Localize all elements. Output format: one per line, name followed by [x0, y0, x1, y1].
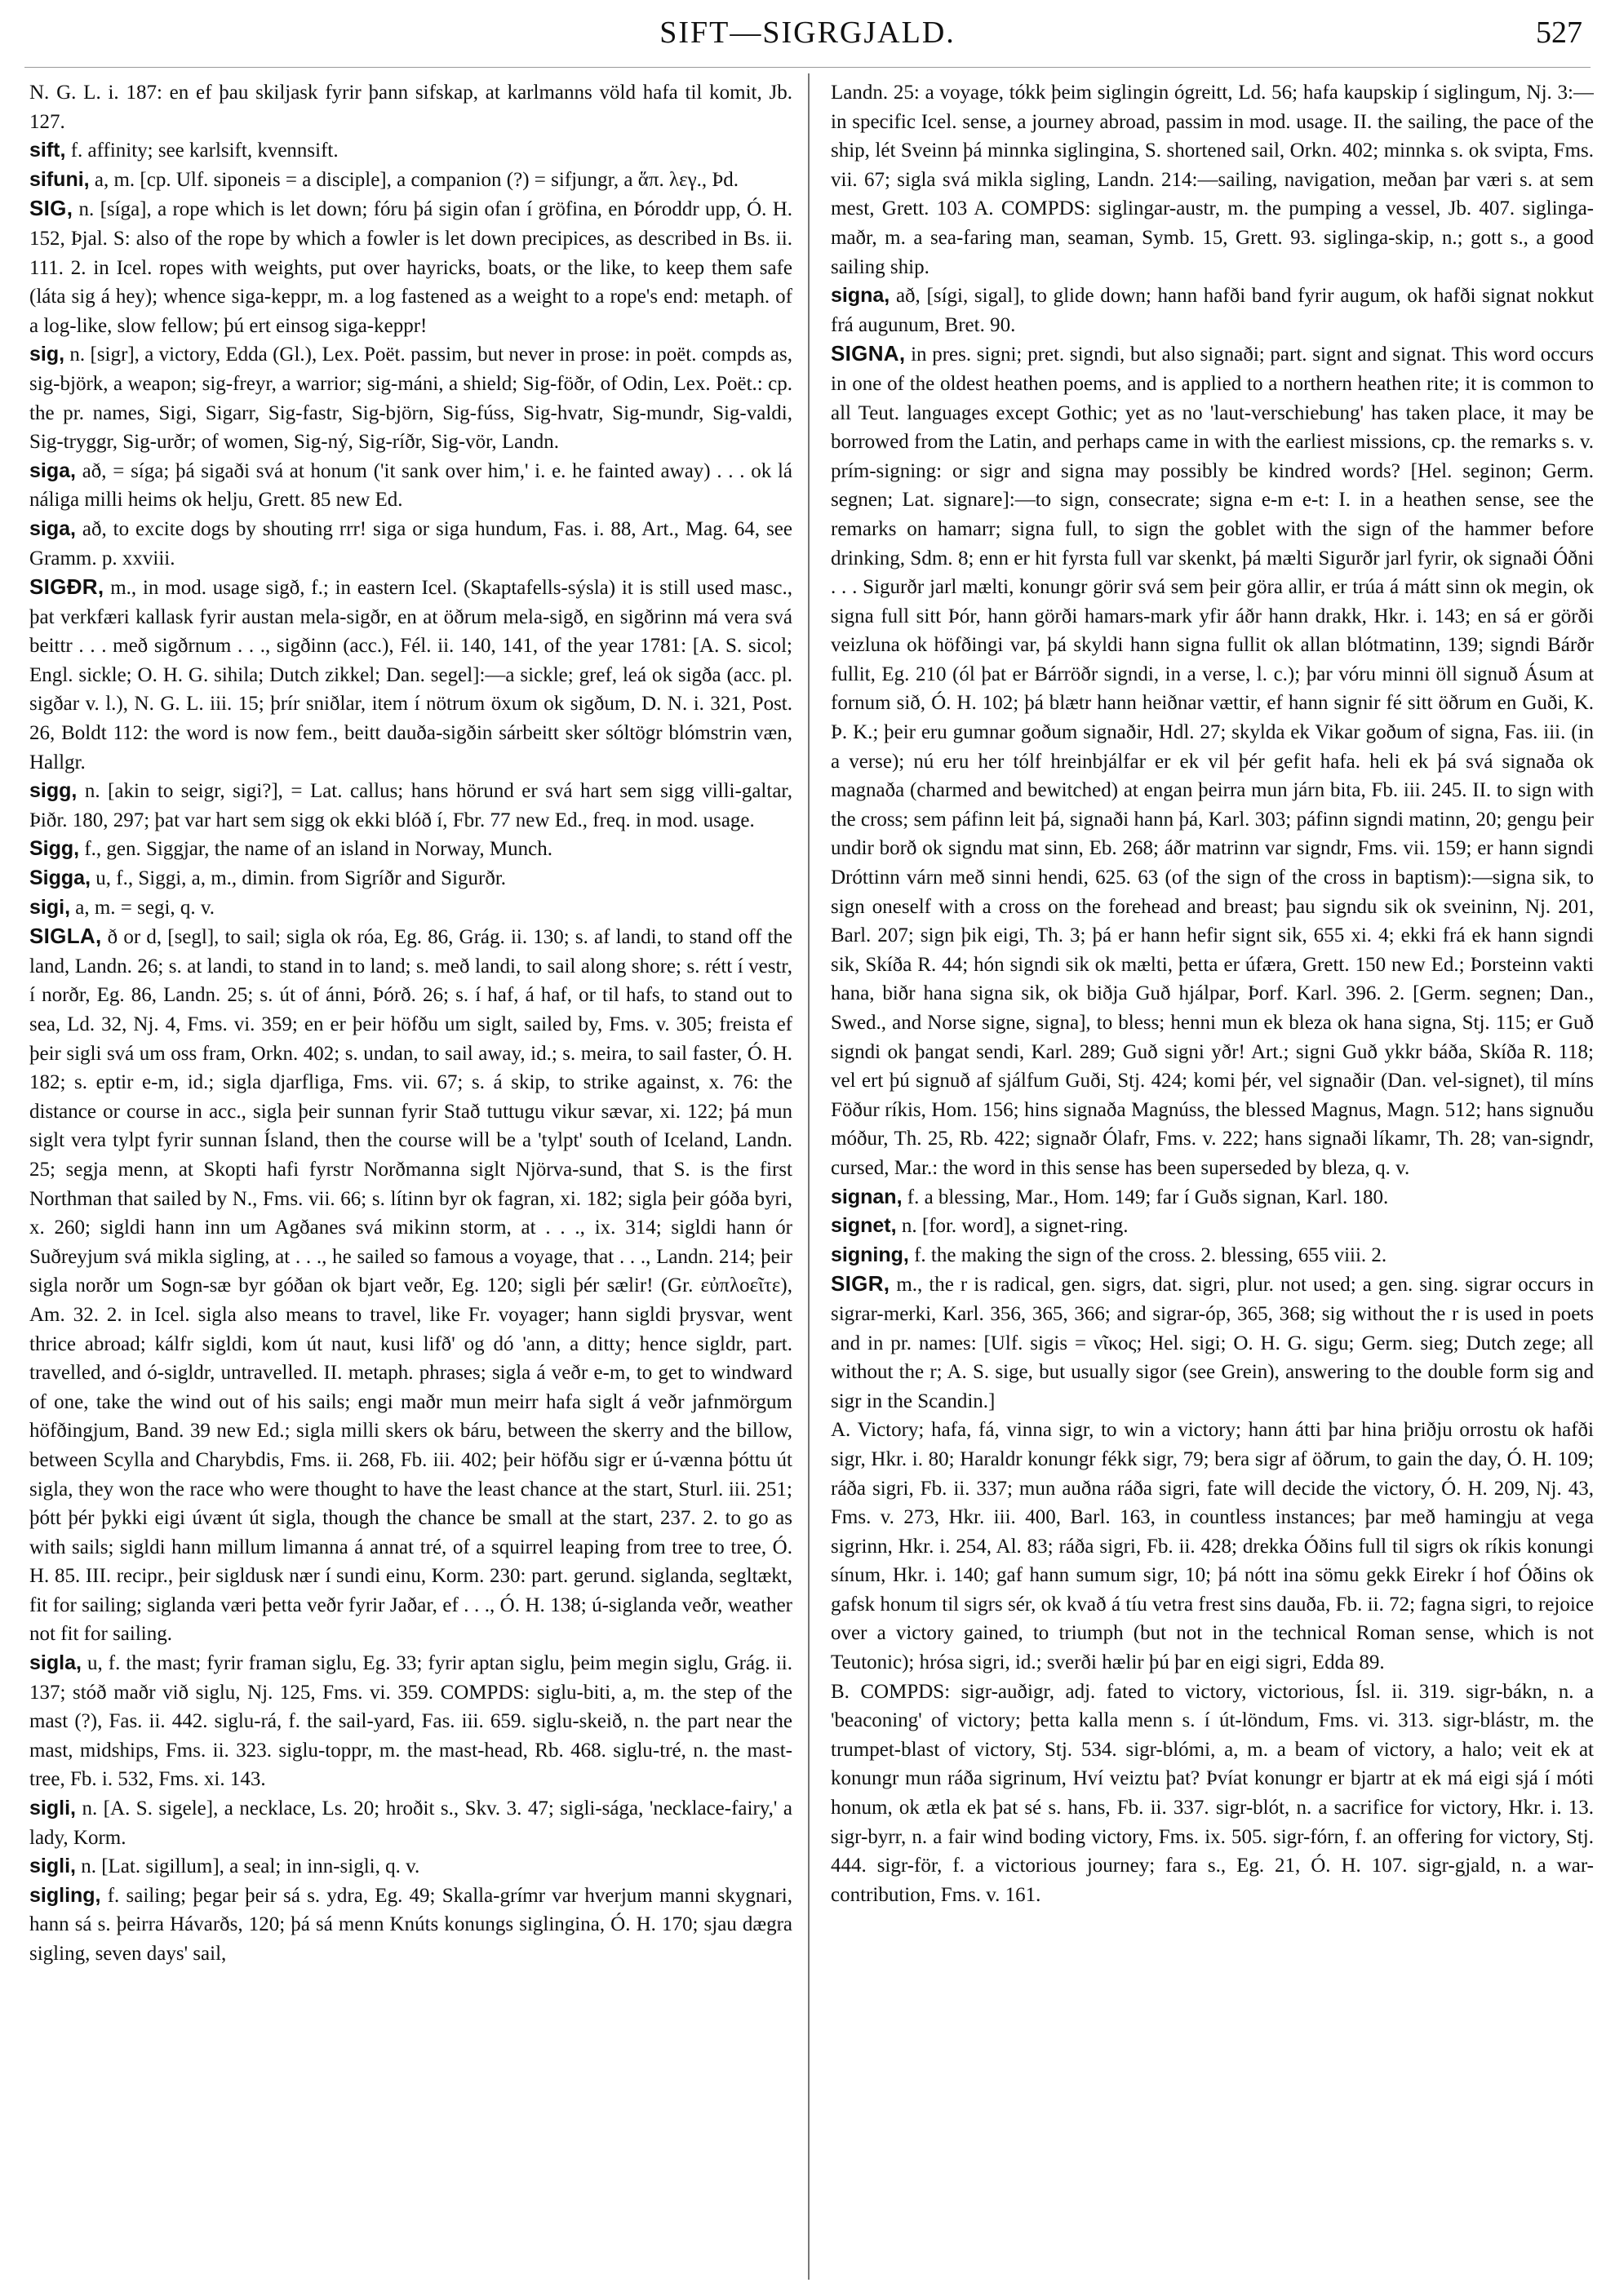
- dictionary-entry: [29, 1794, 792, 1852]
- entry-body: n. [sigr], a victory, Edda (Gl.), Lex. Poët. passim, but never in prose: in poët. compds as, sig-björk, a weapon; sig-freyr, a warrior; sig-máni, a shield; Sig-föðr, of Odin, Lex. Poët.: cp. the pr. names, Sigi, Sigarr, Sig-fastr, Sig-björn, Sig-fúss, Sig-hvatr, Sig-mundr, Sig-valdi, Sig-tryggr, Sig-urðr; of women, Sig-ný, Sig-ríðr, Sig-vör, Landn.: [29, 344, 792, 454]
- entry-headword: siga,: [29, 459, 76, 482]
- dictionary-entry: [831, 1678, 1594, 1910]
- entry-headword: sigi,: [29, 895, 71, 919]
- entry-body: a, m. [cp. Ulf. siponeis = a disciple], a companion (?) = sifjungr, a ἅπ. λεγ., Þd.: [89, 168, 739, 191]
- entry-headword: Sigg,: [29, 837, 80, 861]
- entry-body: f. affinity; see karlsift, kvennsift.: [65, 140, 339, 162]
- entry-body: n. [Lat. sigillum], a seal; in inn-sigli, q. v.: [75, 1855, 420, 1878]
- entry-headword: sifuni,: [29, 167, 90, 191]
- entry-headword: sigg,: [29, 779, 78, 803]
- column-divider: [808, 73, 810, 2280]
- dictionary-entry: [29, 194, 792, 340]
- dictionary-entry: [831, 1270, 1594, 1416]
- entry-body: n. [for. word], a signet-ring.: [896, 1215, 1129, 1238]
- dictionary-entry: [29, 166, 792, 195]
- entry-body: n. [akin to seigr, sigi?], = Lat. callus; hans hörund er svá hart sem sigg villi-galtar, Þiðr. 180, 297; þat var hart sem sigg ok ekki blóð í, Fbr. 77 new Ed., freq. in mod. usage.: [29, 780, 792, 831]
- entry-headword: sig,: [29, 343, 65, 366]
- entry-body: m., in mod. usage sigð, f.; in eastern Icel. (Skaptafells-sýsla) it is still used masc., þat verkfæri kallask fyrir austan mela-sigðr, en at öðrum mela-sigð, en sigðrinn má vera svá beittr . . . með sigðrnum . . ., sigðinn (acc.), Fél. ii. 140, 141, of the year 1781: [A. S. sicol; Engl. sickle; O. H. G. sihila; Dutch zikkel; Dan. segel]:—a sickle; gref, leá ok sigða (acc. pl. sigðar v. l.), N. G. L. iii. 15; þrír sniðlar, item í nötrum öxum ok sigðum, D. N. i. 321, Post. 26, Boldt 112: the word is now fem., beitt dauða-sigðin sárbeitt sker sóltögr blómstrin væn, Hallgr.: [29, 577, 792, 773]
- entry-body: að, [sígi, sigal], to glide down; hann hafði band fyrir augum, ok hafði signat nokkut frá augunum, Bret. 90.: [831, 285, 1594, 336]
- dictionary-entry: [29, 1882, 792, 1969]
- entry-body: Landn. 25: a voyage, tókk þeim siglingin ógreitt, Ld. 56; hafa kaupskip í siglingum, Nj. 3:—in specific Icel. sense, a journey abroad, passim in mod. usage. II. the sailing, the pace of the ship, lét Sveinn þá minnka siglingina, S. shortened sail, Orkn. 402; minnka s. ok svipta, Fms. vii. 67; sigla svá mikla sigling, Landn. 214:—sailing, navigation, meðan þar væri s. at sem mest, Grett. 103 A. COMPDS: siglingar-austr, m. the pumping a vessel, Jb. 407. siglinga-maðr, m. a sea-faring man, seaman, Symb. 15, Grett. 93. siglinga-skip, n.; gott s., a good sailing ship.: [831, 82, 1594, 278]
- entry-headword: sift,: [29, 139, 66, 162]
- dictionary-entry: [29, 922, 792, 1649]
- dictionary-entry: [831, 1212, 1594, 1241]
- entry-headword: siga,: [29, 516, 76, 540]
- dictionary-entry: [29, 136, 792, 166]
- entry-headword: signa,: [831, 284, 890, 308]
- dictionary-entry: [29, 457, 792, 515]
- header-rule: [24, 67, 1591, 68]
- entry-body: n. [A. S. sigele], a necklace, Ls. 20; hroðit s., Skv. 3. 47; sigli-sága, 'necklace-fairy,' a lady, Korm.: [29, 1797, 792, 1849]
- dictionary-entry: [29, 893, 792, 923]
- dictionary-entry: [831, 1183, 1594, 1212]
- dictionary-entry: [29, 864, 792, 893]
- entry-headword: SIGÐR,: [29, 574, 104, 600]
- dictionary-entry: [831, 1241, 1594, 1270]
- entry-body: f. a blessing, Mar., Hom. 149; far í Guðs signan, Karl. 180.: [902, 1186, 1389, 1208]
- page-number: 527: [1536, 16, 1582, 50]
- dictionary-entry: [29, 78, 792, 136]
- dictionary-entry: [831, 78, 1594, 281]
- dictionary-entry: [29, 835, 792, 864]
- dictionary-entry: [29, 573, 792, 777]
- entry-body: A. Victory; hafa, fá, vinna sigr, to win a victory; hann átti þar hina þriðju orrostu ok hafði sigr, Hkr. i. 80; Haraldr konungr fékk sigr, 79; bera sigr af öðrum, to gain the day, Ó. H. 109; ráða sigri, Fb. ii. 337; mun auðna ráða sigri, fate will decide the victory, Ó. H. 209, Nj. 43, Fms. v. 273, Hkr. iii. 400, Barl. 163, in countless instances; þar með hamingju at vega sigrinn, Hkr. i. 254, Al. 83; ráða sigri, Fb. ii. 428; drekka Óðins full til sigrs ok ríkis konungi sínum, Hkr. i. 140; gaf hann sumum sigr, 10; þá nótt ina sömu gekk Eirekr í hof Óðins ok gafsk honum til sigrs sér, ok kvað á tíu vetra frest sins dauða, Fb. ii. 72; fagna sigri, to rejoice over a victory gained, to triumph (but not in the technical Roman sense, which is not Teutonic); hrósa sigri, id.; sverði hælir þú þar en eigi sigri, Edda 89.: [831, 1419, 1594, 1674]
- entry-body: u, f. the mast; fyrir framan siglu, Eg. 33; fyrir aptan siglu, þeim megin siglu, Grág. ii. 137; stóð maðr við siglu, Nj. 125, Fms. vi. 359. COMPDS: siglu-biti, a, m. the step of the mast (?), Fas. ii. 442. siglu-rá, f. the sail-yard, Fas. iii. 659. siglu-skeið, n. the part near the mast, midships, Fms. ii. 323. siglu-toppr, m. the mast-head, Rb. 468. siglu-tré, n. the mast-tree, Fb. i. 532, Fms. xi. 143.: [29, 1652, 792, 1791]
- dictionary-entry: [29, 777, 792, 835]
- entry-body: f. sailing; þegar þeir sá s. ydra, Eg. 49; Skalla-grímr var hverjum manni skygnari, hann sá s. þeirra Hávarðs, 120; þá sá menn Knúts konungs siglingina, Ó. H. 170; sjau dægra sigling, seven days' sail,: [29, 1884, 792, 1965]
- dictionary-entry: [831, 1416, 1594, 1677]
- dictionary-entry: [831, 339, 1594, 1182]
- dictionary-entry: [29, 515, 792, 573]
- entry-body: in pres. signi; pret. signdi, but also signaði; part. signt and signat. This word occurs in one of the oldest heathen poems, and is applied to a northern heathen rite; it is common to all Teut. languages except Gothic; yet as no 'laut-verschiebung' has taken place, it may be borrowed from the Latin, and perhaps came in with the earliest missions, cp. the remarks s. v. prím-signing: or sigr and signa may possibly be kindred words? [Hel. seginon; Germ. segnen; Lat. signare]:—to sign, consecrate; signa e-m e-t: I. in a heathen sense, see the remarks on hamarr; signa full, to sign the goblet with the sign of the hammer before drinking, Sdm. 8; enn er hit fyrsta full var skenkt, þá mælti Sigurðr jarl fyrir, ok signaði Óðni . . . Sigurðr jarl mælti, konungr görir svá sem þeir göra allir, er trúa á mátt sinn ok megin, ok signa full sitt Þór, hann görði hamars-mark yfir áðr hann drakk, Hkr. i. 143; en sá er görði veizluna ok höfðingi var, þá skyldi hann signa fullit ok allan blótmatinn, 139; signdi Bárðr fullit, Eg. 210 (ól þat er Bárröðr signdi, in a verse, l. c.); þar vóru minni öll signuð Ásum at fornum sið, Ó. H. 102; þá blætr hann heiðnar vættir, ef hann signir fé sitt öðrum en Guði, K. Þ. K.; þeir eru gumnar goðum signaðir, Hdl. 27; skylda ek Vikar goðum of signa, Fas. iii. (in a verse); nú eru her tólf hreinbjálfar er ek vil þér gefit hafa. heli ek þá svá signaða ok magnaða (charmed and bewitched) at engan þeirra mun járn bita, Fb. iii. 245. II. to sign with the cross; sem páfinn leit þá, signaði hann þá, Karl. 303; páfinn signdi matinn, 20; gengu þeir undir borð ok signdu mat sinn, Eb. 268; áðr matrinn var signdr, Fms. vii. 159; er hann signdi Dróttinn várn með sinni hendi, 625. 63 (of the sign of the cross in baptism):—signa sik, to sign oneself with a cross on the forehead and breast; þau signdu sik ok sveininn, Nj. 201, Barl. 207; sign þik eigi, Th. 3; þá er hann hefir signt sik, 655 xi. 4; ekki frá ek hann signdi sik, Skíða R. 44; hón signdi sik ok mælti, þetta er úfæra, Grett. 150 new Ed.; Þorsteinn vakti hana, biðr hana signa sik, ok biðja Guð hjálpar, Þorf. Karl. 396. 2. [Germ. segnen; Dan., Swed., and Norse signe, signa], to bless; henni mun ek bleza ok hana signa, Stj. 115; er Guð signdi ok þangat sendi, Karl. 289; Guð signi yðr! Art.; signi Guð ykkr báða, Skíða R. 118; vel ert þú signuð af sjálfum Guði, Stj. 424; komi þér, vel signaðir (Dan. vel-signet), til míns Föður ríkis, Hom. 156; hins signaða Magnúss, the blessed Magnus, Magn. 512; hans signuðu móður, Th. 25, Rb. 422; signaðr Ólafr, Fms. v. 222; hans signaði líkamr, Th. 28; van-signdr, cursed, Mar.: the word in this sense has been superseded by bleza, q. v.: [831, 344, 1594, 1179]
- dictionary-entry: [29, 1649, 792, 1794]
- entry-body: m., the r is radical, gen. sigrs, dat. sigri, plur. not used; a gen. sing. sigrar occurs in sigrar-merki, Karl. 356, 365, 366; and sigrar-óp, 365, 368; sig without the r is used in poets and in pr. names: [Ulf. sigis = νῖκος; Hel. sigi; O. H. G. sigu; Germ. sieg; Dutch zege; all without the r; A. S. sige, but usually sigor (see Grein), answering to the double form sig and sigr in the Scandin.]: [831, 1274, 1594, 1412]
- left-column: [29, 78, 792, 2281]
- entry-body: a, m. = segi, q. v.: [70, 896, 215, 919]
- entry-headword: sigling,: [29, 1883, 101, 1907]
- entry-headword: signing,: [831, 1243, 909, 1266]
- entry-body: að, to excite dogs by shouting rrr! siga or siga hundum, Fas. i. 88, Art., Mag. 64, see Gramm. p. xxviii.: [29, 517, 792, 570]
- page-title: SIFT—SIGRGJALD.: [659, 16, 956, 50]
- entry-headword: Sigga,: [29, 867, 91, 890]
- entry-headword: signet,: [831, 1214, 897, 1238]
- entry-headword: signan,: [831, 1185, 903, 1208]
- entry-body: n. [síga], a rope which is let down; fóru þá sigin ofan í gröfina, en Þóroddr upp, Ó. H. 152, Þjal. S: also of the rope by which a fowler is let down precipices, as described in Bs. ii. 111. 2. in Icel. ropes with weights, put over hayricks, boats, or the like, to keep them safe (láta sig á hey); whence siga-keppr, m. a log fastened as a weight to a rope's end: metaph. of a log-like, slow fellow; þú ert einsog siga-keppr!: [29, 198, 792, 337]
- entry-body: ð or d, [segl], to sail; sigla ok róa, Eg. 86, Grág. ii. 130; s. af landi, to stand off the land, Landn. 26; s. at landi, to stand in to land; s. með landi, to sail along shore; s. rétt í vestr, í norðr, Eg. 86, Landn. 25; s. út of ánni, Þórð. 26; s. í haf, á haf, or til hafs, to stand out to sea, Ld. 32, Nj. 4, Fms. vi. 359; en er þeir höfðu um siglt, sailed by, Fms. v. 305; freista ef þeir sigli svá um oss fram, Orkn. 402; s. undan, to sail away, id.; s. meira, to sail faster, Ó. H. 182; s. eptir e-m, id.; sigla djarfliga, Fms. vii. 67; s. á skip, to strike against, x. 76: the distance or course in acc., sigla þeir sunnan fyrir Stað tuttugu vikur sævar, xi. 122; þá mun siglt vera tylpt fyrir sunnan Ísland, then the course will be a 'tylpt' south of Iceland, Landn. 25; segja menn, at Skopti hafi fyrstr Norðmanna siglt Njörva-sund, that S. is the first Northman that sailed by N., Fms. vii. 66; s. lítinn byr ok fagran, xi. 182; sigla þeir góða byri, x. 260; sigldi hann inn um Agðanes svá mikinn storm, at . . ., ix. 314; sigldi hann ór Suðreyjum svá mikla sigling, at . . ., he sailed so famous a voyage, that . . ., Landn. 214; þeir sigla norðr um Sogn-sæ byr góðan ok bjart veðr, Eg. 120; sigli þér sælir! (Gr. εὐπλοεῖτε), Am. 32. 2. in Icel. sigla also means to travel, like Fr. voyager; hann sigldi þrysvar, went thrice abroad; kálfr sigldi, kom út naut, kusi lifð' og dó 'ann, a ditty; hence sigldr, part. travelled, and ó-sigldr, untravelled. II. metaph. phrases; sigla á veðr e-m, to get to windward of one, take the wind out of his sails; engi maðr mun meirr hafa siglt á veðr jafnmörgum höfðingjum, Band. 39 new Ed.; sigla milli skers ok báru, between the skerry and the billow, between Scylla and Charybdis, Fms. ii. 268, Fb. iii. 402; þeir höfðu sigr er ú-vænna þóttu út sigla, they won the race who were thought to have the least chance at the start, Sturl. iii. 251; þótt þér þykki eigi úvænt út sigla, though the chance be small at the start, 237. 2. to go as with sails; sigldi hann millum limanna á annat tré, of a squirrel leaping from tree to tree, Ó. H. 85. III. recipr., þeir sigldusk nær í sundi einu, Korm. 230: part. gerund. siglanda, segltækt, fit for sailing; siglanda væri þetta veðr fyrir Jaðar, ef . . ., Ó. H. 138; ú-siglanda veðr, weather not fit for sailing.: [29, 926, 792, 1646]
- dictionary-entry: [29, 1852, 792, 1882]
- entry-headword: SIG,: [29, 196, 73, 221]
- entry-headword: sigli,: [29, 1855, 76, 1878]
- entry-headword: sigla,: [29, 1651, 82, 1675]
- entry-headword: SIGLA,: [29, 924, 102, 949]
- entry-body: að, = síga; þá sigaði svá at honum ('it sank over him,' i. e. he fainted away) . . . ok lá náliga milli heims ok helju, Grett. 85 new Ed.: [29, 459, 792, 512]
- entry-headword: sigli,: [29, 1797, 76, 1820]
- entry-body: N. G. L. i. 187: en ef þau skiljask fyrir þann sifskap, at karlmanns völd hafa til komit, Jb. 127.: [29, 82, 792, 133]
- dictionary-entry: [29, 340, 792, 456]
- entry-body: u, f., Siggi, a, m., dimin. from Sigríðr and Sigurðr.: [91, 867, 507, 890]
- entry-body: B. COMPDS: sigr-auðigr, adj. fated to victory, victorious, Ísl. ii. 319. sigr-bákn, n. a 'beaconing' of victory; þetta kalla menn s. í út-löndum, Fms. vi. 313. sigr-blástr, m. the trumpet-blast of victory, Stj. 534. sigr-blómi, a, m. a beam of victory, a halo; veit ek at konungr mun ráða sigrinum, Hví veiztu þat? Þvíat konungr er bjartr at ek má eigi sjá í móti honum, ok ætla ek þat sé s. hans, Fb. ii. 337. sigr-blót, n. a sacrifice for victory, Hkr. i. 13. sigr-byrr, n. a fair wind boding victory, Fms. ix. 505. sigr-fórn, f. an offering for victory, Stj. 444. sigr-för, f. a victorious journey; fara s., Eg. 21, Ó. H. 107. sigr-gjald, n. a war-contribution, Fms. v. 161.: [831, 1680, 1594, 1906]
- entry-body: f. the making the sign of the cross. 2. blessing, 655 viii. 2.: [908, 1243, 1387, 1266]
- entry-body: f., gen. Siggjar, the name of an island in Norway, Munch.: [79, 838, 552, 861]
- entry-headword: SIGR,: [831, 1271, 890, 1296]
- entry-headword: SIGNA,: [831, 341, 906, 366]
- running-head: [24, 15, 1591, 50]
- right-column: [831, 78, 1594, 2281]
- dictionary-entry: [831, 281, 1594, 339]
